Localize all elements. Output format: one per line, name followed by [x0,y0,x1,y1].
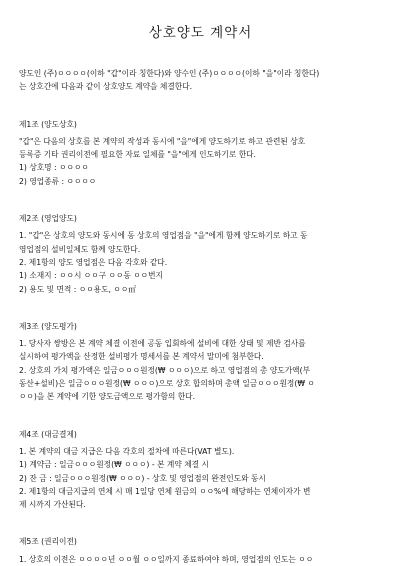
intro-line: 양도인 (주)ㅇㅇㅇㅇ(이하 "갑"이라 칭한다)와 양수인 (주)ㅇㅇㅇㅇ(이하 "을"이라 칭한다) [19,69,320,78]
article-line: 1. 본 계약의 대금 지급은 다음 각호의 절차에 따른다(VAT 별도). [19,446,235,456]
article-4 [19,428,382,512]
article-line: ㅇㅇ)을 본 계약에 기한 양도금액으로 평가함의 한다. [19,392,196,402]
intro-line: 는 상호간에 다음과 같이 상호양도 계약을 체결한다. [19,82,193,92]
article-heading: 제4조 (대금결제) [19,429,77,439]
article-1 [19,118,382,188]
article-line: "갑"은 다음의 상호를 본 계약의 작성과 동시에 "을"에게 양도하기로 하고 관련된 상호 [19,136,306,146]
article-line: 1. 당사자 쌍방은 본 계약 체결 이전에 공동 입회하에 설비에 대한 상태 및 제반 검사를 [19,339,306,349]
article-line: 2. 제1항의 대금지급의 연체 시 매 1일당 연체 원금의 ㅇㅇ%에 해당하는 연체이자가 변 [19,486,311,496]
article-3 [19,320,382,404]
article-line: 실시하여 평가액을 산정한 설비평가 명세서를 본 계약서 말미에 첨부한다. [19,352,264,362]
article-heading: 제2조 (영업양도) [19,214,77,224]
document-title: 상호양도 계약서 [148,25,253,41]
article-5 [19,535,382,566]
article-line: 동산+설비)은 일금ㅇㅇㅇ원정(₩ ㅇㅇㅇ)으로 상호 합의하며 총액 일금ㅇㅇㅇ원정(₩ ㅇ [19,379,315,389]
article-line: 1) 계약금 : 일금ㅇㅇㅇ원정(₩ ㅇㅇㅇ) - 본 계약 체결 시 [19,460,209,470]
article-line: 2. 상호의 가치 평가액은 일금ㅇㅇㅇ원정(₩ ㅇㅇㅇ)으로 하고 영업점의 총 양도가액(부 [19,365,310,375]
article-heading: 제1조 (양도상호) [19,119,77,129]
article-line: 2) 잔 금 : 일금ㅇㅇㅇ원정(₩ ㅇㅇㅇ) - 상호 및 영업점의 완전인도와 동시 [19,473,266,483]
article-line: 1) 소재지 : ㅇㅇ시 ㅇㅇ구 ㅇㅇ동 ㅇㅇ번지 [19,271,163,281]
article-line: 등록증 기타 권리이전에 필요한 자료 일체를 "을"에게 인도하기로 한다. [19,150,256,160]
article-2 [19,212,382,296]
article-line: 2) 용도 및 면적 : ㅇㅇ용도, ㅇㅇ㎡ [19,284,136,294]
article-line: 영업점의 설비일체도 함께 양도한다. [19,244,141,254]
article-line: 2. 제1항의 양도 영업점은 다음 각호와 같다. [19,257,168,267]
article-line: 2) 영업종류 : ㅇㅇㅇㅇ [19,176,97,186]
article-line: 1. "갑"은 상호의 양도와 동시에 동 상호의 영업점을 "을"에게 함께 양도하기로 하고 동 [19,231,308,241]
article-line: 제 시까지 가산된다. [19,500,86,510]
intro-paragraph [19,67,382,94]
article-heading: 제3조 (양도평가) [19,321,77,331]
article-line: 1. 상호의 이전은 ㅇㅇㅇㅇ년 ㅇㅇ월 ㅇㅇ일까지 종료하여야 하며, 영업점의 인도는 ㅇㅇ [19,554,314,564]
article-heading: 제5조 (권리이전) [19,537,77,547]
article-line: 1) 상호명 : ㅇㅇㅇㅇ [19,163,89,173]
